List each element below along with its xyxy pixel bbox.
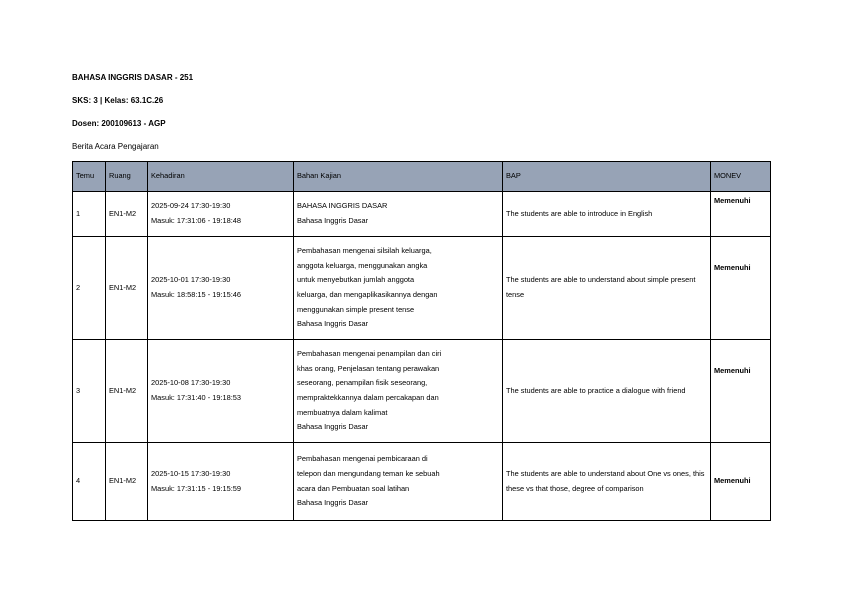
dosen-info: Dosen: 200109613 - AGP <box>72 119 166 128</box>
bahan-line: keluarga, dan mengaplikasikannya dengan <box>297 290 438 299</box>
bahan-line: Bahasa Inggris Dasar <box>297 422 369 432</box>
cell-bap: The students are able to understand about simple present tense <box>503 237 711 340</box>
table-row <box>73 443 771 521</box>
table-row <box>73 192 771 237</box>
bahan-line: Pembahasan mengenai penampilan dan ciri <box>297 349 442 359</box>
course-title: BAHASA INGGRIS DASAR - 251 <box>72 73 194 82</box>
bahan-line: acara dan Pembuatan soal latihan <box>297 483 410 493</box>
bahan-line: membuatnya dalam kalimat <box>297 407 388 417</box>
kehadiran-jadwal: 2025-10-15 17:30-19:30 <box>151 468 231 478</box>
cell-monev: Memenuhi <box>711 192 771 237</box>
cell-kehadiran <box>148 237 294 340</box>
cell-kehadiran <box>148 443 294 521</box>
bahan-line: Bahasa Inggris Dasar <box>297 216 369 225</box>
kehadiran-masuk: Masuk: 18:58:15 - 19:15:46 <box>151 290 241 299</box>
kehadiran-jadwal: 2025-10-08 17:30-19:30 <box>151 378 231 388</box>
bahan-line: mempraktekkannya dalam percakapan dan <box>297 393 439 402</box>
bahan-line: untuk menyebutkan jumlah anggota <box>297 275 415 285</box>
cell-bahan-kajian <box>294 340 503 443</box>
bahan-line: Bahasa Inggris Dasar <box>297 319 369 329</box>
kehadiran-masuk: Masuk: 17:31:15 - 19:15:59 <box>151 483 241 493</box>
cell-kehadiran <box>148 340 294 443</box>
cell-bahan-kajian <box>294 443 503 521</box>
table-row <box>73 237 771 340</box>
bahan-line: Pembahasan mengenai pembicaraan di <box>297 454 428 464</box>
cell-bap: The students are able to introduce in English <box>503 192 711 237</box>
header-ruang: Ruang <box>106 162 148 192</box>
cell-temu: 2 <box>73 237 106 340</box>
header-monev: MONEV <box>711 162 771 192</box>
bahan-line: menggunakan simple present tense <box>297 304 415 314</box>
table-header-row <box>73 162 771 192</box>
kehadiran-jadwal: 2025-09-24 17:30-19:30 <box>151 201 231 211</box>
section-title: Berita Acara Pengajaran <box>72 142 159 151</box>
cell-ruang: EN1-M2 <box>106 237 148 340</box>
berita-acara-table <box>72 161 771 521</box>
bahan-line: anggota keluarga, menggunakan angka <box>297 260 428 270</box>
bahan-line: BAHASA INGGRIS DASAR <box>297 201 388 211</box>
cell-monev: Memenuhi <box>711 340 771 443</box>
cell-ruang: EN1-M2 <box>106 340 148 443</box>
cell-temu: 4 <box>73 443 106 521</box>
bahan-line: khas orang, Penjelasan tentang perawakan <box>297 363 440 373</box>
kehadiran-jadwal: 2025-10-01 17:30-19:30 <box>151 275 231 285</box>
kehadiran-masuk: Masuk: 17:31:40 - 19:18:53 <box>151 393 241 402</box>
cell-temu: 1 <box>73 192 106 237</box>
cell-monev: Memenuhi <box>711 443 771 521</box>
cell-ruang: EN1-M2 <box>106 443 148 521</box>
bahan-line: seseorang, penampilan fisik seseorang, <box>297 378 428 388</box>
cell-bahan-kajian <box>294 237 503 340</box>
cell-monev: Memenuhi <box>711 237 771 340</box>
cell-bap: The students are able to understand about One vs ones, this these vs that those, degree of comparison <box>503 443 711 521</box>
table-row <box>73 340 771 443</box>
cell-ruang: EN1-M2 <box>106 192 148 237</box>
bahan-line: Bahasa Inggris Dasar <box>297 498 369 508</box>
cell-bahan-kajian <box>294 192 503 237</box>
header-bap: BAP <box>503 162 711 192</box>
bahan-line: Pembahasan mengenai silsilah keluarga, <box>297 246 432 256</box>
sks-kelas-info: SKS: 3 | Kelas: 63.1C.26 <box>72 96 164 105</box>
cell-kehadiran <box>148 192 294 237</box>
cell-bap: The students are able to practice a dialogue with friend <box>503 340 711 443</box>
header-temu: Temu <box>73 162 106 192</box>
header-kehadiran: Kehadiran <box>148 162 294 192</box>
kehadiran-masuk: Masuk: 17:31:06 - 19:18:48 <box>151 216 241 225</box>
header-bahan-kajian: Bahan Kajian <box>294 162 503 192</box>
cell-temu: 3 <box>73 340 106 443</box>
bahan-line: telepon dan mengundang teman ke sebuah <box>297 468 440 478</box>
